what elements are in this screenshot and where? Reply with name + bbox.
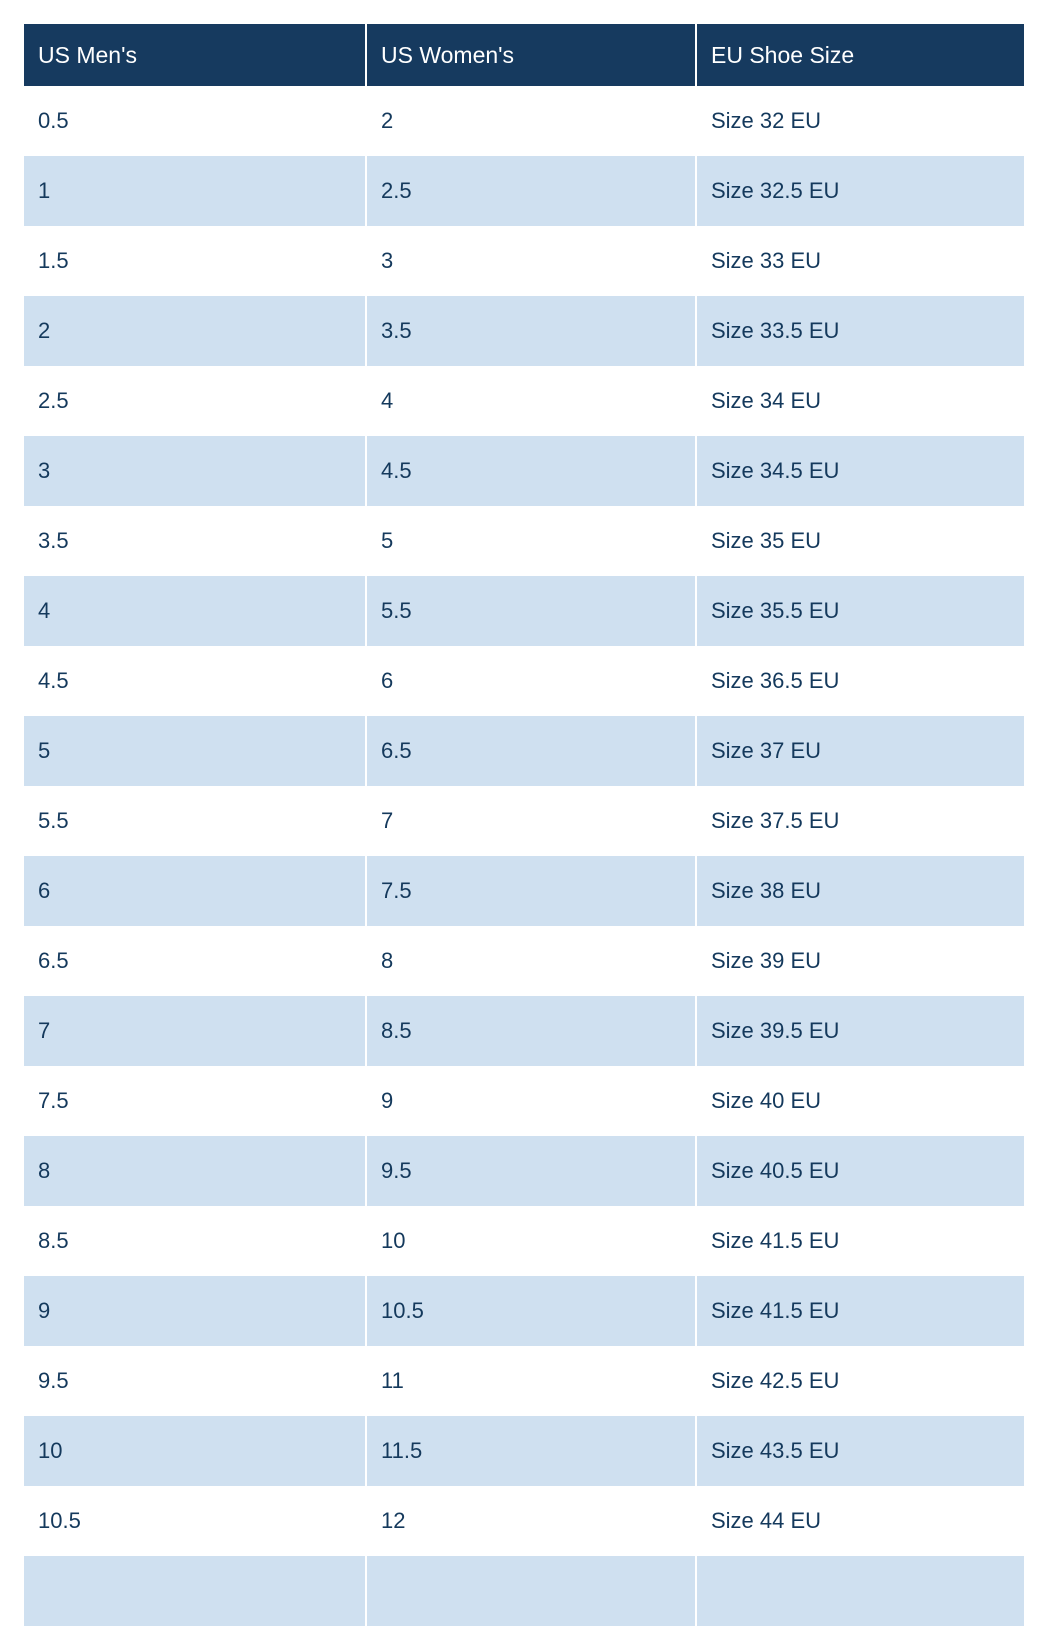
table-row bbox=[24, 1276, 1024, 1346]
cell-us-womens: 5 bbox=[366, 506, 696, 576]
cell-us-womens: 12 bbox=[366, 1486, 696, 1556]
cell-us-mens: 5.5 bbox=[24, 786, 366, 856]
cell-us-mens: 1.5 bbox=[24, 226, 366, 296]
cell-us-mens: 6.5 bbox=[24, 926, 366, 996]
cell-us-mens: 9 bbox=[24, 1276, 366, 1346]
cell-eu-shoe-size: Size 37.5 EU bbox=[696, 786, 1024, 856]
table-row bbox=[24, 506, 1024, 576]
cell-us-womens: 3 bbox=[366, 226, 696, 296]
cell-us-mens: 10 bbox=[24, 1416, 366, 1486]
cell-us-mens: 8 bbox=[24, 1136, 366, 1206]
table-row bbox=[24, 436, 1024, 506]
table-row bbox=[24, 716, 1024, 786]
column-header-us-womens: US Women's bbox=[366, 24, 696, 86]
table-header-row bbox=[24, 24, 1024, 86]
shoe-size-conversion-table bbox=[24, 24, 1024, 1626]
cell-us-womens: 9.5 bbox=[366, 1136, 696, 1206]
cell-eu-shoe-size: Size 34.5 EU bbox=[696, 436, 1024, 506]
cell-eu-shoe-size: Size 41.5 EU bbox=[696, 1206, 1024, 1276]
cell-us-mens: 2 bbox=[24, 296, 366, 366]
table-header bbox=[24, 24, 1024, 86]
cell-us-mens: 5 bbox=[24, 716, 366, 786]
cell-us-womens: 11.5 bbox=[366, 1416, 696, 1486]
table-row bbox=[24, 1346, 1024, 1416]
cell-eu-shoe-size: Size 35.5 EU bbox=[696, 576, 1024, 646]
table-row bbox=[24, 1136, 1024, 1206]
cell-us-mens: 4.5 bbox=[24, 646, 366, 716]
table-body bbox=[24, 86, 1024, 1626]
cell-eu-shoe-size: Size 39 EU bbox=[696, 926, 1024, 996]
cell-eu-shoe-size: Size 42.5 EU bbox=[696, 1346, 1024, 1416]
cell-eu-shoe-size: Size 33 EU bbox=[696, 226, 1024, 296]
cell-eu-shoe-size: Size 39.5 EU bbox=[696, 996, 1024, 1066]
table-row bbox=[24, 366, 1024, 436]
table-row bbox=[24, 86, 1024, 156]
cell-eu-shoe-size: Size 32.5 EU bbox=[696, 156, 1024, 226]
cell-us-mens: 0.5 bbox=[24, 86, 366, 156]
cell-eu-shoe-size: Size 36.5 EU bbox=[696, 646, 1024, 716]
cell-us-mens: 8.5 bbox=[24, 1206, 366, 1276]
cell-eu-shoe-size: Size 37 EU bbox=[696, 716, 1024, 786]
column-header-eu-shoe-size: EU Shoe Size bbox=[696, 24, 1024, 86]
cell-us-mens: 3 bbox=[24, 436, 366, 506]
cell-us-mens: 2.5 bbox=[24, 366, 366, 436]
cell-us-womens: 6 bbox=[366, 646, 696, 716]
table-row bbox=[24, 156, 1024, 226]
cell-us-womens: 7 bbox=[366, 786, 696, 856]
cell-us-womens: 9 bbox=[366, 1066, 696, 1136]
cell-eu-shoe-size: Size 40 EU bbox=[696, 1066, 1024, 1136]
cell-eu-shoe-size bbox=[696, 1556, 1024, 1626]
cell-us-womens: 2.5 bbox=[366, 156, 696, 226]
column-header-us-mens: US Men's bbox=[24, 24, 366, 86]
table-row bbox=[24, 856, 1024, 926]
table-row bbox=[24, 1416, 1024, 1486]
cell-us-womens: 5.5 bbox=[366, 576, 696, 646]
cell-eu-shoe-size: Size 38 EU bbox=[696, 856, 1024, 926]
cell-eu-shoe-size: Size 32 EU bbox=[696, 86, 1024, 156]
cell-us-womens: 7.5 bbox=[366, 856, 696, 926]
cell-us-womens: 10 bbox=[366, 1206, 696, 1276]
table-row bbox=[24, 1066, 1024, 1136]
table-row bbox=[24, 1486, 1024, 1556]
cell-eu-shoe-size: Size 40.5 EU bbox=[696, 1136, 1024, 1206]
table-row bbox=[24, 1206, 1024, 1276]
table-row bbox=[24, 996, 1024, 1066]
table-row bbox=[24, 226, 1024, 296]
table-row bbox=[24, 296, 1024, 366]
cell-us-womens: 11 bbox=[366, 1346, 696, 1416]
cell-us-womens bbox=[366, 1556, 696, 1626]
table-row bbox=[24, 786, 1024, 856]
cell-us-womens: 8 bbox=[366, 926, 696, 996]
cell-us-mens: 1 bbox=[24, 156, 366, 226]
cell-us-womens: 3.5 bbox=[366, 296, 696, 366]
cell-us-womens: 4 bbox=[366, 366, 696, 436]
cell-us-womens: 6.5 bbox=[366, 716, 696, 786]
table-row bbox=[24, 646, 1024, 716]
cell-eu-shoe-size: Size 41.5 EU bbox=[696, 1276, 1024, 1346]
table-row bbox=[24, 926, 1024, 996]
table-row bbox=[24, 576, 1024, 646]
cell-eu-shoe-size: Size 35 EU bbox=[696, 506, 1024, 576]
cell-us-womens: 8.5 bbox=[366, 996, 696, 1066]
table-row bbox=[24, 1556, 1024, 1626]
cell-us-womens: 10.5 bbox=[366, 1276, 696, 1346]
cell-us-mens: 7.5 bbox=[24, 1066, 366, 1136]
cell-us-mens: 3.5 bbox=[24, 506, 366, 576]
cell-us-mens: 7 bbox=[24, 996, 366, 1066]
cell-eu-shoe-size: Size 34 EU bbox=[696, 366, 1024, 436]
cell-eu-shoe-size: Size 33.5 EU bbox=[696, 296, 1024, 366]
cell-us-mens: 4 bbox=[24, 576, 366, 646]
cell-us-womens: 2 bbox=[366, 86, 696, 156]
cell-us-womens: 4.5 bbox=[366, 436, 696, 506]
cell-us-mens: 6 bbox=[24, 856, 366, 926]
cell-eu-shoe-size: Size 43.5 EU bbox=[696, 1416, 1024, 1486]
cell-eu-shoe-size: Size 44 EU bbox=[696, 1486, 1024, 1556]
cell-us-mens: 9.5 bbox=[24, 1346, 366, 1416]
cell-us-mens bbox=[24, 1556, 366, 1626]
cell-us-mens: 10.5 bbox=[24, 1486, 366, 1556]
